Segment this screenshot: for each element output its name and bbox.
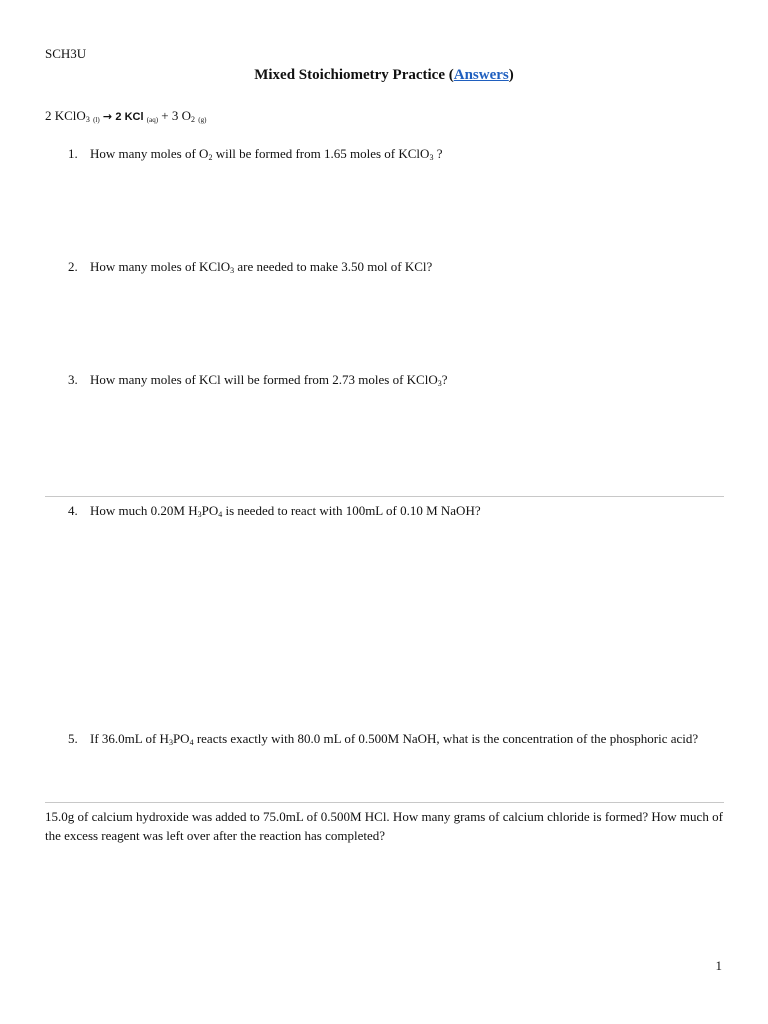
question-text: reacts exactly with 80.0 mL of 0.500M NaOH, what is the concentration of the phosphoric acid?: [193, 731, 699, 746]
eq-product-1: 2 KCl: [115, 111, 144, 123]
question-text: ?: [433, 146, 443, 161]
question-2: [68, 259, 432, 275]
eq-reactant: 2 KClO: [45, 108, 86, 123]
question-text: are needed to make 3.50 mol of KCl?: [234, 259, 433, 274]
question-number: 2.: [68, 259, 78, 274]
subscript: 3: [197, 510, 202, 519]
eq-sub: 2: [191, 115, 196, 124]
course-code: SCH3U: [45, 46, 87, 61]
divider: [45, 496, 724, 497]
title-text: Mixed Stoichiometry Practice (: [254, 67, 454, 83]
question-text: If 36.0mL of H: [90, 731, 169, 746]
divider: [45, 802, 724, 803]
subscript: 2: [208, 153, 213, 162]
question-text: will be formed from 1.65 moles of KClO: [212, 146, 430, 161]
page-title: [0, 67, 768, 84]
eq-product-2: + 3 O: [161, 108, 192, 123]
question-text: PO: [172, 731, 190, 746]
question-text: How many moles of O: [90, 146, 209, 161]
eq-state: (g): [198, 116, 207, 124]
subscript: 4: [218, 510, 223, 519]
question-1: [68, 146, 442, 162]
question-text: is needed to react with 100mL of 0.10 M NaOH?: [222, 503, 481, 518]
page-number: 1: [715, 958, 722, 973]
subscript: 3: [230, 266, 235, 275]
question-3: [68, 372, 448, 388]
subscript: 3: [437, 379, 442, 388]
question-number: 3.: [68, 372, 78, 387]
title-close: ): [508, 67, 514, 83]
eq-sub: 3: [85, 115, 90, 124]
question-4: [68, 503, 481, 519]
chemical-equation: [45, 108, 206, 124]
question-number: 1.: [68, 146, 78, 161]
subscript: 3: [168, 738, 173, 747]
arrow-icon: →: [102, 110, 113, 123]
question-text: PO: [201, 503, 219, 518]
answers-link[interactable]: Answers: [453, 67, 509, 83]
question-number: 4.: [68, 503, 78, 518]
subscript: 3: [429, 153, 434, 162]
question-text: How much 0.20M H: [90, 503, 198, 518]
eq-state: (aq): [146, 116, 159, 124]
question-text: ?: [441, 372, 448, 387]
question-number: 5.: [68, 731, 78, 746]
question-text: How many moles of KCl will be formed from 2.73 moles of KClO: [90, 372, 438, 387]
eq-state: (l): [93, 116, 100, 124]
question-text: How many moles of KClO: [90, 259, 231, 274]
subscript: 4: [189, 738, 194, 747]
question-6: 15.0g of calcium hydroxide was added to 75.0mL of 0.500M HCl. How many grams of calcium chloride is formed? How much of the excess reagent was left over after the reaction has completed?: [45, 809, 723, 843]
question-5: [68, 729, 718, 748]
